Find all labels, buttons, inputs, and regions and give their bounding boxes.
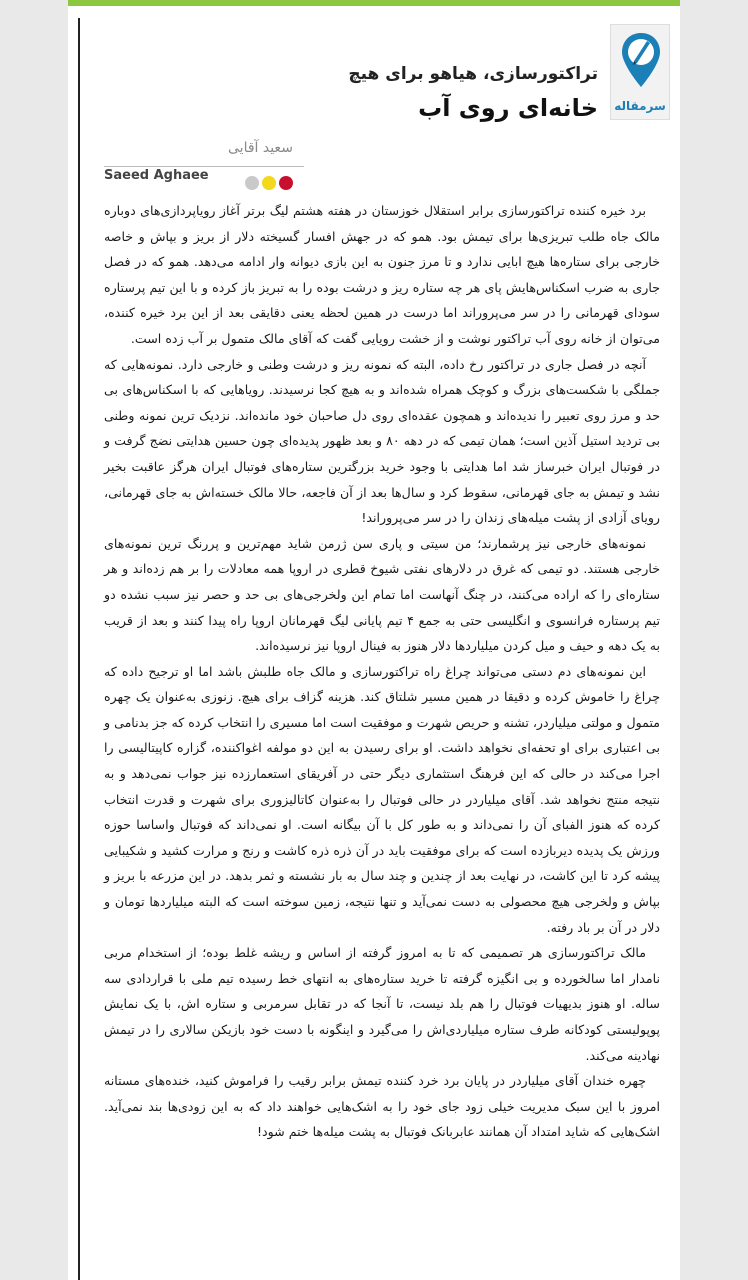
gray-dot (245, 176, 259, 190)
pen-pin-icon (619, 31, 663, 91)
author-name-en: Saeed Aghaee (104, 168, 209, 183)
color-dots (242, 172, 293, 191)
author-name-fa: سعید آقایی (228, 140, 293, 156)
paragraph: چهره خندان آقای میلیاردر در پایان برد خرد کننده تیمش برابر رقیب را فراموش کنید، خنده‌های مستانه امروز با این سبک مدیریت خیلی زود جای خود را به اشک‌هایی خواهند داد که به این زودی‌ها بند نمی‌آید. اشک‌هایی که شاید امتداد آن همانند عابربانک فوتبال به پشت میله‌ها ختم شود! (104, 1073, 660, 1140)
editorial-label: سرمقاله (614, 99, 666, 113)
paragraph: این نمونه‌های دم دستی می‌تواند چراغ راه تراکتورسازی و مالک جاه طلبش باشد اما او ترجیح داده که چراغ را خاموش کرده و دقیقا در همین مسیر شلتاق کند. هزینه گزاف برای هیچ. زنوزی به‌عنوان یک چهره متمول و مولتی میلیاردر، تشنه و حریص شهرت و موفقیت است اما مسیری را انتخاب کرده که جز بدنامی و بی اعتباری برای او تحفه‌ای نخواهد داشت. او برای رسیدن به این دو مولفه اغواکننده، گزاره کاپیتالیسی را اجرا می‌کند در حالی که این فرهنگ استثماری دیگر حتی در آفریقای استعمارزده نیز جواب نمی‌دهد و به نتیجه منتج نخواهد شد. آقای میلیاردر در حالی فوتبال را به‌عنوان کاتالیزوری برای شهرت و قدرت انتخاب کرده که هنوز الفبای آن را نمی‌داند و به طور کل با آن بیگانه است. او نمی‌داند که فوتبال واساسا حوزه ورزش یک پدیده دیربازده است که برای موفقیت باید در آن ذره ذره کاشت و رنج و مرارت کشید و شکیبایی پیشه کرد تا این کاشت، در نهایت بعد از چندین و چند سال به بار نشسته و ثمر بدهد. در این مزرعه با بریز و بپاش و ولخرجی هیچ محصولی به دست نمی‌آید و تنها نتیجه، زمین سوخته است که البته میلیاردها تومان و دلار در آن بر باد رفته. (103, 663, 660, 935)
article-body (104, 198, 660, 1145)
paragraph: نمونه‌های خارجی نیز پرشمارند؛ من سیتی و پاری سن ژرمن شاید مهم‌ترین و پررنگ ترین نمونه‌های خارجی هستند. دو تیمی که غرق در دلارهای نفتی شیوخ قطری در اروپا همه معادلات را بر هم زده‌اند و هر ستاره‌ای را که اراده می‌کنند، در چنگ آنهاست اما تمام این ولخرجی‌های بی حد و حصر نیز سبب نشده دو تیم پرستاره فرانسوی و انگلیسی حتی به جمع ۴ تیم پایانی لیگ قهرمانان اروپا راه پیدا کنند و بعد از قریب به یک دهه و حیف و میل کردن میلیاردها دلار هنوز به فینال اروپا نیز نرسیده‌اند. (104, 535, 660, 654)
top-color-bar (68, 0, 680, 6)
editorial-logo (610, 24, 670, 120)
column-rule (78, 18, 80, 1280)
article-kicker: تراکتورسازی، هیاهو برای هیچ (348, 64, 598, 84)
newspaper-page (68, 0, 680, 1280)
author-divider (104, 166, 304, 167)
red-dot (279, 176, 293, 190)
paragraph: برد خیره کننده تراکتورسازی برابر استقلال خوزستان در هفته هشتم لیگ برتر آغاز رویاپردازی‌های دوباره مالک جاه طلب تبریزی‌ها برای تیمش بود. همو که در جهش افسار گسیخته دلار از بریز و بپاش و خاصه خارجی برای ستاره‌ها هیچ ابایی ندارد و تا مرز جنون به این بازی دیوانه وار ادامه می‌دهد. همو که در فصل جاری به ضرب اسکناس‌هایش پای هر چه ستاره ریز و درشت بوده را به تبریز باز کرده و با این تیم پرستاره سودای قهرمانی را در سر می‌پروراند اما درست در همین لحظه یعنی دقایقی بعد از این برد خیره کننده، می‌توان از خانه روی آب تراکتور نوشت و از خشت رویایی گفت که آقای مالک متمول بر آب زده است. (104, 203, 660, 346)
article-headline: خانه‌ای روی آب (418, 94, 598, 122)
paragraph: آنچه در فصل جاری در تراکتور رخ داده، البته که نمونه ریز و درشت وطنی و خارجی دارد. نمونه‌هایی که جملگی با شکست‌های بزرگ و کوچک همراه شده‌اند و به هیچ کجا نرسیدند. رویاهایی که با اسکناس‌های بی حد و مرز روی تعبیر را ندیده‌اند و همچون عقده‌ای روی دل صاحبان خود مانده‌اند. نزدیک ترین نمونه وطنی بی تردید استیل آذین است؛ همان تیمی که در دهه ۸۰ و بعد ظهور پدیده‌ای چون حسین هدایتی نضج گرفت و در فوتبال ایران خبرساز شد اما هدایتی با وجود خرید بزرگترین ستاره‌های فوتبال ایران هرگز عاقبت بخیر نشد و تیمش به جای قهرمانی، سقوط کرد و سال‌ها بعد از آن فاجعه، حالا مالک خسته‌اش به جای قهرمانی، رویای آزادی از پشت میله‌های زندان را در سر می‌پروراند! (104, 356, 660, 526)
paragraph: مالک تراکتورسازی هر تصمیمی که تا به امروز گرفته از اساس و ریشه غلط بوده؛ از استخدام مربی نامدار اما سالخورده و بی انگیزه گرفته تا خرید ستاره‌های به انتهای خط رسیده تیم ملی با قراردادی سه ساله. او هنوز بدیهیات فوتبال را هم بلد نیست، تا آنجا که در تقابل سرمربی و ستاره اش، با یک نمایش پوپولیستی کودکانه طرف ستاره میلیاردی‌اش را می‌گیرد و اینگونه با دست خود بازیکن سالاری را در تیمش نهادینه می‌کند. (104, 945, 660, 1063)
yellow-dot (262, 176, 276, 190)
